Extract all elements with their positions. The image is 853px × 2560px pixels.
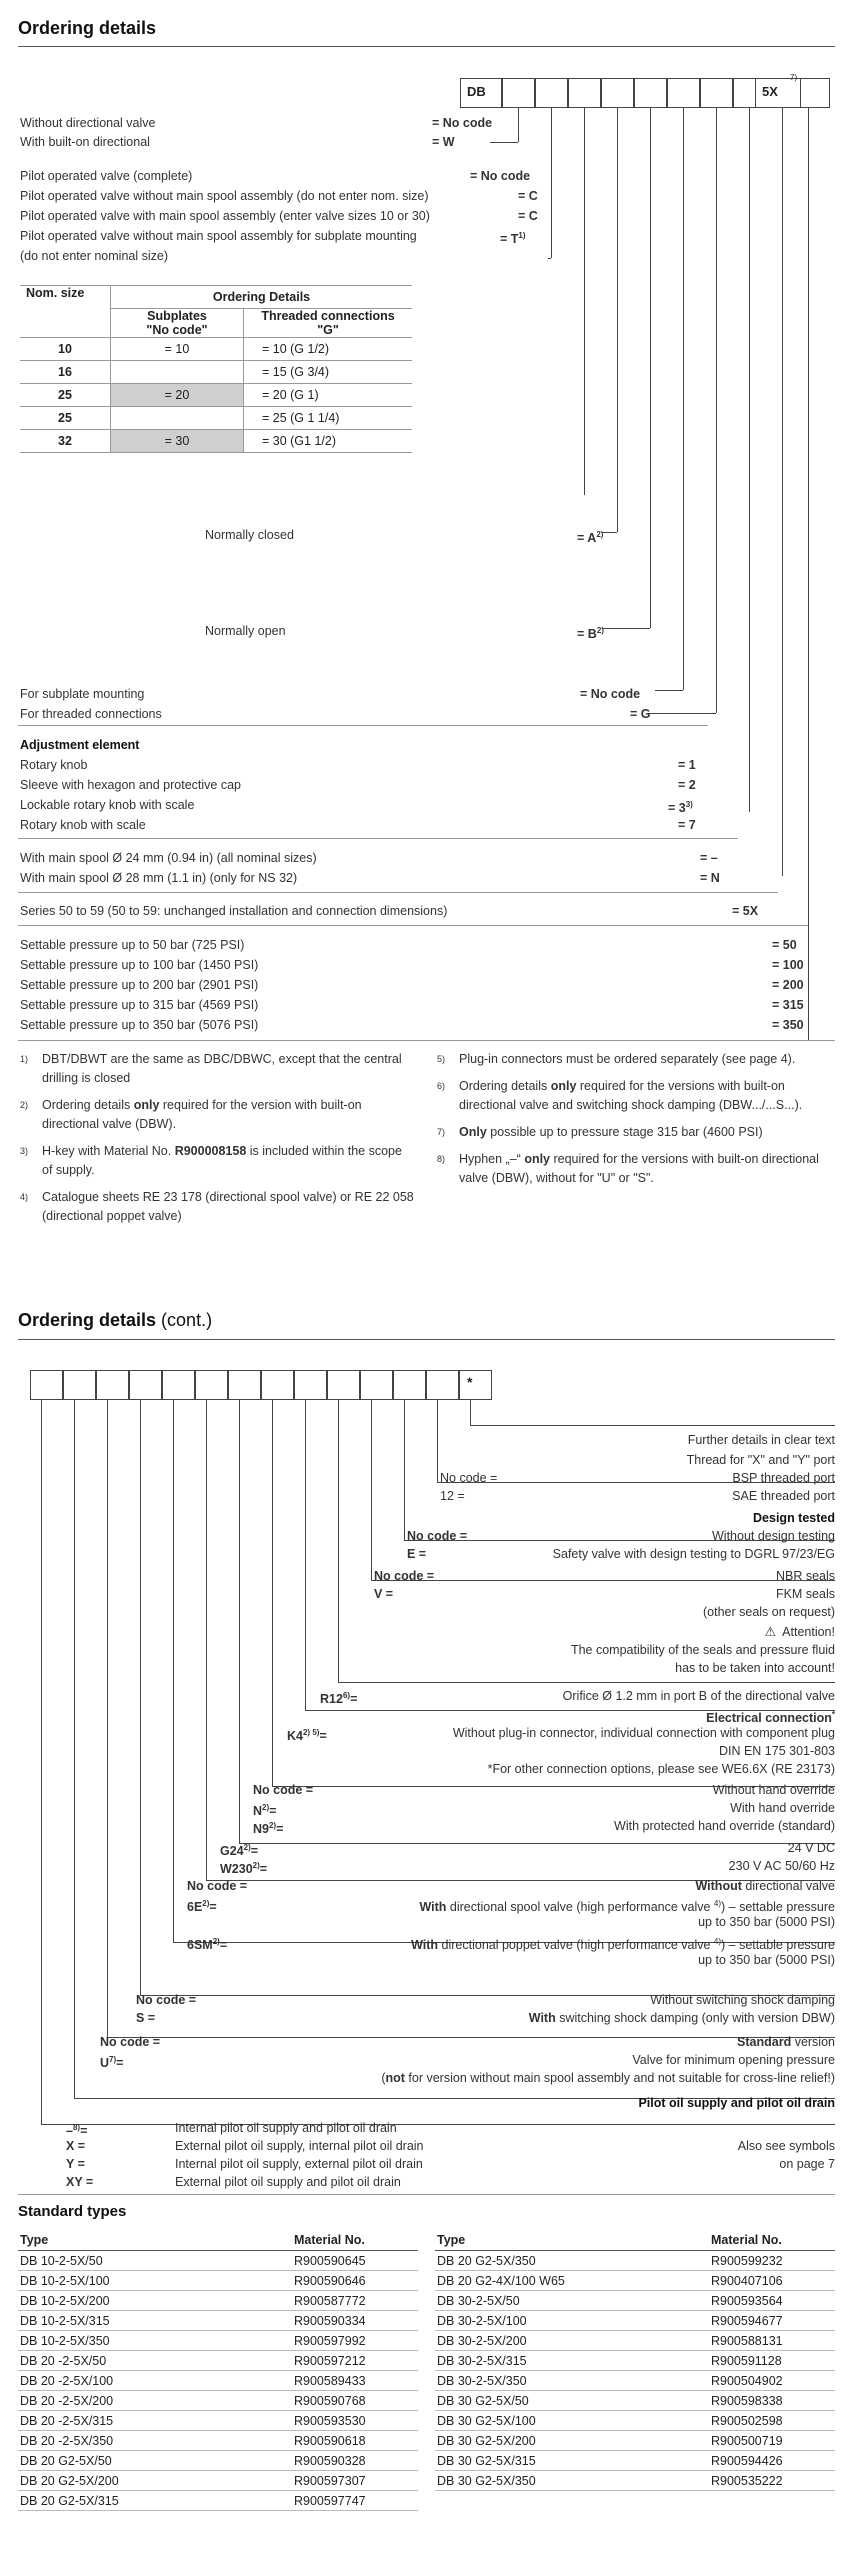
type-cell: DB 30-2-5X/50 — [435, 2291, 709, 2311]
code-12: 12 = — [440, 1489, 465, 1503]
adjustment-label: Sleeve with hexagon and protective cap — [20, 778, 241, 792]
standard-type-row — [18, 2251, 418, 2271]
dir-6sm-label-2: up to 350 bar (5000 PSI) — [698, 1953, 835, 1967]
dir-option-with: With built-on directional — [20, 135, 150, 149]
connector-horizontal — [490, 142, 518, 143]
standard-type-row — [435, 2391, 835, 2411]
nom-size-cell: 16 — [20, 361, 111, 384]
pilot-option-2: Pilot operated valve without main spool assembly (do not enter nom. size) — [20, 189, 429, 203]
connector-vertical — [140, 1400, 141, 1995]
subplate-cell: = 30 — [111, 430, 244, 453]
code-slash-sup: 7) — [790, 73, 798, 82]
code-nocode-std: No code = — [100, 2035, 161, 2049]
standard-types-table-right — [435, 2230, 835, 2491]
standard-type-row — [18, 2491, 418, 2511]
code-box — [426, 1370, 459, 1400]
material-cell: R900594677 — [709, 2311, 835, 2331]
type-cell: DB 30-2-5X/350 — [435, 2371, 709, 2391]
code-box — [360, 1370, 393, 1400]
divider — [18, 838, 738, 839]
code-box — [96, 1370, 129, 1400]
design-tested-title: Design tested — [753, 1511, 835, 1525]
th-ordering-details: Ordering Details — [111, 286, 413, 309]
adjustment-code: = 2 — [678, 778, 696, 792]
type-cell: DB 10-2-5X/350 — [18, 2331, 292, 2351]
th-subplates: Subplates "No code" — [111, 309, 244, 338]
title-rule — [18, 46, 835, 47]
connector-vertical — [74, 1400, 75, 2098]
dir-none-label: Without directional valve — [695, 1879, 835, 1893]
standard-types-table-left — [18, 2230, 418, 2511]
standard-type-row — [18, 2371, 418, 2391]
standard-version-label: Standard version — [737, 2035, 835, 2049]
standard-type-row — [435, 2351, 835, 2371]
type-cell: DB 30-2-5X/315 — [435, 2351, 709, 2371]
pressure-label: Settable pressure up to 50 bar (725 PSI) — [20, 938, 245, 952]
connector-vertical — [683, 108, 684, 690]
nom-size-row — [20, 361, 412, 384]
connector-vertical — [437, 1400, 438, 1482]
standard-type-row — [18, 2411, 418, 2431]
standard-type-row — [435, 2331, 835, 2351]
material-cell: R900590646 — [292, 2271, 418, 2291]
pilot-dash-label: Internal pilot oil supply and pilot oil drain — [175, 2121, 397, 2135]
pilot-option-4-note: (do not enter nominal size) — [20, 249, 168, 263]
type-cell: DB 20 G2-5X/50 — [18, 2451, 292, 2471]
standard-type-row — [435, 2471, 835, 2491]
material-cell: R900599232 — [709, 2251, 835, 2271]
voltage-24-label: 24 V DC — [787, 1841, 835, 1855]
type-cell: DB 10-2-5X/200 — [18, 2291, 292, 2311]
standard-type-row — [18, 2391, 418, 2411]
dir-code-w: = W — [432, 135, 455, 149]
dir-code-nocode: = No code — [432, 116, 493, 130]
divider — [18, 2194, 835, 2195]
nom-size-cell: 25 — [20, 384, 111, 407]
pressure-code: = 50 — [772, 938, 797, 952]
pilot-code-1: = No code — [470, 169, 531, 183]
code-box — [502, 78, 535, 108]
code-pilot-x: X = — [66, 2139, 86, 2153]
connector-horizontal — [648, 713, 716, 714]
type-cell: DB 20 -2-5X/350 — [18, 2431, 292, 2451]
connector-vertical — [107, 1400, 108, 2037]
pressure-label: Settable pressure up to 200 bar (2901 PSI) — [20, 978, 259, 992]
material-cell: R900500719 — [709, 2431, 835, 2451]
nom-size-row — [20, 384, 412, 407]
code-box — [261, 1370, 294, 1400]
design-none-label: Without design testing — [712, 1529, 835, 1543]
material-cell: R900590334 — [292, 2311, 418, 2331]
see-symbols-1: Also see symbols — [737, 2139, 835, 2153]
standard-type-row — [435, 2411, 835, 2431]
divider — [18, 892, 778, 893]
connector-vertical — [551, 108, 552, 258]
hand-none-label: Without hand override — [712, 1783, 835, 1797]
pressure-code: = 350 — [772, 1018, 804, 1032]
code-nocode-dir: No code = — [187, 1879, 248, 1893]
series-code: = 5X — [732, 904, 759, 918]
pilot-option-1: Pilot operated valve (complete) — [20, 169, 193, 183]
connector-vertical — [617, 108, 618, 532]
connector-vertical — [749, 108, 750, 812]
type-cell: DB 20 -2-5X/100 — [18, 2371, 292, 2391]
nbr-seals-label: NBR seals — [775, 1569, 835, 1583]
dir-6e-label: With directional spool valve (high performance valve $^{4)}$) – settable pressure — [419, 1899, 835, 1915]
code-r12: $R12^{6)}=$ — [320, 1691, 358, 1707]
type-cell: DB 20 -2-5X/50 — [18, 2351, 292, 2371]
type-cell: DB 20 G2-5X/315 — [18, 2491, 292, 2511]
connector-vertical — [272, 1400, 273, 1786]
standard-type-row — [18, 2291, 418, 2311]
connector-vertical — [404, 1400, 405, 1540]
pilot-code-2: = C — [518, 189, 538, 203]
material-cell: R900535222 — [709, 2471, 835, 2491]
k4-label-1: Without plug-in connector, individual connection with component plug — [452, 1726, 835, 1740]
adjustment-label: Lockable rotary knob with scale — [20, 798, 195, 812]
adjustment-label: Rotary knob with scale — [20, 818, 146, 832]
pressure-label: Settable pressure up to 315 bar (4569 PSI) — [20, 998, 259, 1012]
spool-28-code: = N — [700, 871, 720, 885]
type-cell: DB 10-2-5X/50 — [18, 2251, 292, 2271]
material-cell: R900587772 — [292, 2291, 418, 2311]
pilot-x-label: External pilot oil supply, internal pilot oil drain — [175, 2139, 424, 2153]
type-cell: DB 10-2-5X/100 — [18, 2271, 292, 2291]
voltage-230-label: 230 V AC 50/60 Hz — [728, 1859, 835, 1873]
attention-row: ⚠ Attention! — [765, 1622, 835, 1642]
material-cell: R900504902 — [709, 2371, 835, 2391]
code-pilot-xy: XY = — [66, 2175, 94, 2189]
type-cell: DB 30 G2-5X/200 — [435, 2431, 709, 2451]
title-rule — [18, 1339, 835, 1340]
th-type: Type — [435, 2230, 709, 2251]
material-cell: R900591128 — [709, 2351, 835, 2371]
code-box-db: DB — [467, 84, 486, 99]
pressure-code: = 200 — [772, 978, 804, 992]
th-material: Material No. — [292, 2230, 418, 2251]
code-nocode-shock: No code = — [136, 1993, 197, 2007]
connector-vertical — [41, 1400, 42, 2124]
shock-s-label: With switching shock damping (only with version DBW) — [528, 2011, 835, 2025]
standard-type-row — [435, 2291, 835, 2311]
threaded-cell: = 25 (G 1 1/4) — [244, 407, 413, 430]
standard-type-row — [18, 2351, 418, 2371]
code-box — [459, 1370, 492, 1400]
section-title-ordering-cont: Ordering details (cont.) — [18, 1310, 213, 1330]
code-box — [634, 78, 667, 108]
code-u: $U^{7)}=$ — [100, 2055, 124, 2071]
standard-type-row — [18, 2311, 418, 2331]
code-box — [601, 78, 634, 108]
code-k4: $K4^{2) 5)}=$ — [287, 1728, 327, 1744]
adjustment-code: = 7 — [678, 818, 696, 832]
threaded-cell: = 30 (G1 1/2) — [244, 430, 413, 453]
threaded-conn-code: = G — [630, 707, 651, 721]
spool-28-label: With main spool Ø 28 mm (1.1 in) (only for NS 32) — [20, 871, 298, 885]
type-cell: DB 30 G2-5X/315 — [435, 2451, 709, 2471]
code-box-5x-label: 5X — [762, 84, 778, 99]
type-cell: DB 30-2-5X/200 — [435, 2331, 709, 2351]
connector-vertical — [371, 1400, 372, 1580]
type-cell: DB 20 G2-5X/200 — [18, 2471, 292, 2491]
standard-type-row — [435, 2311, 835, 2331]
code-n: $N^{2)}=$ — [253, 1803, 277, 1819]
type-cell: DB 20 -2-5X/315 — [18, 2411, 292, 2431]
connector-vertical — [305, 1400, 306, 1710]
series-label: Series 50 to 59 (50 to 59: unchanged installation and connection dimensions) — [20, 904, 448, 918]
nom-size-cell: 25 — [20, 407, 111, 430]
divider — [18, 1040, 835, 1041]
code-n9: $N9^{2)}=$ — [253, 1821, 284, 1837]
connector-horizontal — [602, 628, 650, 629]
normally-open-code: = $B^{2)}$ — [577, 626, 604, 642]
standard-type-row — [435, 2271, 835, 2291]
material-cell: R900407106 — [709, 2271, 835, 2291]
code-v: V = — [374, 1587, 394, 1601]
connector-horizontal — [338, 1682, 835, 1683]
code-w230: $W230^{2)}=$ — [220, 1861, 268, 1877]
orifice-label: Orifice Ø 1.2 mm in port B of the directional valve — [562, 1689, 835, 1703]
connector-horizontal — [239, 1843, 835, 1844]
material-cell: R900588131 — [709, 2331, 835, 2351]
adjustment-code: = $3^{3)}$ — [668, 800, 693, 816]
material-cell: R900597307 — [292, 2471, 418, 2491]
dir-6e-label-2: up to 350 bar (5000 PSI) — [698, 1915, 835, 1929]
see-symbols-2: on page 7 — [779, 2157, 835, 2171]
connector-vertical — [206, 1400, 207, 1880]
subplate-mount-code: = No code — [580, 687, 641, 701]
code-box — [129, 1370, 162, 1400]
footnotes-left: 1) DBT/DBWT are the same as DBC/DBWC, except that the central drilling is closed 2) Ordering details only required for the version with built-on directional valve (DBW). 3) H-key with Material No. R900008158 is included within the scope of supply. 4) Catalogue sheets RE 23 178 (directional spool valve) or RE 22 058 (directional poppet valve) — [20, 1052, 414, 1223]
threaded-conn-label: For threaded connections — [20, 707, 162, 721]
spool-24-code: = – — [700, 851, 718, 865]
code-nocode-seals: No code = — [374, 1569, 435, 1583]
connector-vertical — [782, 108, 783, 876]
hand-n-label: With hand override — [730, 1801, 835, 1815]
pilot-code-4: = $T^{1)}$ — [500, 231, 526, 247]
code-box — [327, 1370, 360, 1400]
code-6sm: $6SM^{2)}=$ — [187, 1937, 228, 1953]
nom-size-cell: 32 — [20, 430, 111, 453]
code-box — [294, 1370, 327, 1400]
u-label-1: Valve for minimum opening pressure — [632, 2053, 835, 2067]
code-box — [568, 78, 601, 108]
code-box — [30, 1370, 63, 1400]
th-type: Type — [18, 2230, 292, 2251]
dir-option-without: Without directional valve — [20, 116, 156, 130]
adjustment-title: Adjustment element — [20, 738, 140, 752]
material-cell: R900597212 — [292, 2351, 418, 2371]
k4-label-3: *For other connection options, please see WE6.6X (RE 23173) — [487, 1762, 835, 1776]
code-box — [63, 1370, 96, 1400]
th-threaded: Threaded connections "G" — [244, 309, 413, 338]
type-cell: DB 20 G2-4X/100 W65 — [435, 2271, 709, 2291]
hand-n9-label: With protected hand override (standard) — [614, 1819, 835, 1833]
material-cell: R900598338 — [709, 2391, 835, 2411]
further-details-label: Further details in clear text — [687, 1433, 835, 1447]
code-box — [700, 78, 733, 108]
compat-note-1: The compatibility of the seals and pressure fluid — [570, 1643, 835, 1657]
standard-type-row — [18, 2431, 418, 2451]
pilot-oil-title: Pilot oil supply and pilot oil drain — [638, 2096, 835, 2110]
divider — [18, 925, 808, 926]
connector-vertical — [584, 108, 585, 495]
standard-type-row — [435, 2451, 835, 2471]
nom-size-row — [20, 407, 412, 430]
adjustment-label: Rotary knob — [20, 758, 88, 772]
nominal-size-table — [20, 285, 412, 453]
connector-horizontal — [41, 2124, 835, 2125]
threaded-cell: = 20 (G 1) — [244, 384, 413, 407]
pilot-option-3: Pilot operated valve with main spool assembly (enter valve sizes 10 or 30) — [20, 209, 430, 223]
other-seals-note: (other seals on request) — [702, 1605, 835, 1619]
type-cell: DB 30 G2-5X/100 — [435, 2411, 709, 2431]
code-nocode-design: No code = — [407, 1529, 468, 1543]
th-material: Material No. — [709, 2230, 835, 2251]
divider — [18, 725, 708, 726]
code-star: * — [467, 1374, 473, 1390]
material-cell: R900590645 — [292, 2251, 418, 2271]
connector-horizontal — [655, 690, 683, 691]
adjustment-code: = 1 — [678, 758, 696, 772]
standard-type-row — [435, 2371, 835, 2391]
bsp-port-label: BSP threaded port — [732, 1471, 835, 1485]
normally-closed-label: Normally closed — [205, 528, 294, 542]
type-cell: DB 30-2-5X/100 — [435, 2311, 709, 2331]
standard-type-row — [435, 2431, 835, 2451]
threaded-cell: = 15 (G 3/4) — [244, 361, 413, 384]
standard-types-title: Standard types — [18, 2203, 127, 2220]
code-pilot-dash: –$^{8)}$= — [66, 2123, 88, 2139]
footnotes-right: 5) Plug-in connectors must be ordered separately (see page 4). 6) Ordering details only required for the versions with built-on directional valve and switching shock damping (DBW.../...S...). 7) Only possible up to pressure stage 315 bar (4600 PSI) 8) Hyphen „–“ only required for the versions with built-on directional valve (DBW), without for "U" or "S". — [437, 1052, 819, 1185]
code-box — [195, 1370, 228, 1400]
standard-type-row — [435, 2251, 835, 2271]
u-label-2: (not for version without main spool assembly and not suitable for cross-line relief!) — [381, 2071, 835, 2085]
standard-type-row — [18, 2451, 418, 2471]
code-nocode-bsp: No code = — [440, 1471, 498, 1485]
subplate-cell: = 10 — [111, 338, 244, 361]
subplate-mount-label: For subplate mounting — [20, 687, 145, 701]
code-box — [393, 1370, 426, 1400]
code-s: S = — [136, 2011, 156, 2025]
standard-type-row — [18, 2471, 418, 2491]
k4-label-2: DIN EN 175 301-803 — [718, 1744, 835, 1758]
standard-type-row — [18, 2331, 418, 2351]
code-6e: $6E^{2)}=$ — [187, 1899, 217, 1915]
code-box-last — [800, 78, 830, 108]
connector-horizontal — [548, 258, 551, 259]
pilot-code-3: = C — [518, 209, 538, 223]
connector-vertical — [470, 1400, 471, 1425]
nom-size-cell: 10 — [20, 338, 111, 361]
type-cell: DB 20 G2-5X/350 — [435, 2251, 709, 2271]
section-title-ordering: Ordering details — [18, 18, 157, 38]
connector-horizontal — [371, 1580, 835, 1581]
material-cell: R900590768 — [292, 2391, 418, 2411]
sae-port-label: SAE threaded port — [732, 1489, 835, 1503]
shock-none-label: Without switching shock damping — [650, 1993, 835, 2007]
fkm-seals-label: FKM seals — [775, 1587, 835, 1601]
material-cell: R900590328 — [292, 2451, 418, 2471]
connector-vertical — [338, 1400, 339, 1682]
code-e: E = — [407, 1547, 427, 1561]
material-cell: R900593530 — [292, 2411, 418, 2431]
pressure-code: = 315 — [772, 998, 804, 1012]
nom-size-row — [20, 338, 412, 361]
connector-vertical — [239, 1400, 240, 1843]
electrical-title: Electrical connection* — [706, 1710, 835, 1726]
dir-6sm-label: With directional poppet valve (high performance valve $^{4)}$) – settable pressure — [411, 1937, 835, 1953]
connector-horizontal — [470, 1425, 835, 1426]
design-e-label: Safety valve with design testing to DGRL 97/23/EG — [552, 1547, 835, 1561]
normally-closed-code: = $A^{2)}$ — [577, 530, 604, 546]
code-box — [667, 78, 700, 108]
warning-icon: ⚠ — [764, 1624, 777, 1639]
connector-vertical — [808, 108, 809, 1040]
material-cell: R900589433 — [292, 2371, 418, 2391]
compat-note-2: has to be taken into account! — [675, 1661, 835, 1675]
connector-vertical — [173, 1400, 174, 1942]
connector-horizontal — [602, 532, 617, 533]
threaded-cell: = 10 (G 1/2) — [244, 338, 413, 361]
code-g24: $G24^{2)}=$ — [220, 1843, 259, 1859]
type-cell: DB 20 -2-5X/200 — [18, 2391, 292, 2411]
th-nom-size: Nom. size — [20, 286, 111, 338]
pressure-label: Settable pressure up to 350 bar (5076 PSI) — [20, 1018, 259, 1032]
connector-vertical — [650, 108, 651, 628]
material-cell: R900593564 — [709, 2291, 835, 2311]
type-cell: DB 30 G2-5X/50 — [435, 2391, 709, 2411]
material-cell: R900597747 — [292, 2491, 418, 2511]
subplate-cell — [111, 361, 244, 384]
material-cell: R900502598 — [709, 2411, 835, 2431]
type-cell: DB 30 G2-5X/350 — [435, 2471, 709, 2491]
standard-type-row — [18, 2271, 418, 2291]
pilot-option-4: Pilot operated valve without main spool assembly for subplate mounting — [20, 229, 417, 243]
spool-24-label: With main spool Ø 24 mm (0.94 in) (all nominal sizes) — [20, 851, 317, 865]
code-nocode-hand: No code = — [253, 1783, 314, 1797]
pilot-y-label: Internal pilot oil supply, external pilot oil drain — [175, 2157, 423, 2171]
code-pilot-y: Y = — [66, 2157, 85, 2171]
connector-horizontal — [107, 2037, 835, 2038]
code-box — [228, 1370, 261, 1400]
nom-size-row — [20, 430, 412, 453]
code-box — [162, 1370, 195, 1400]
pressure-code: = 100 — [772, 958, 804, 972]
normally-open-label: Normally open — [205, 624, 286, 638]
material-cell: R900597992 — [292, 2331, 418, 2351]
subplate-cell: = 20 — [111, 384, 244, 407]
connector-vertical — [716, 108, 717, 713]
type-cell: DB 10-2-5X/315 — [18, 2311, 292, 2331]
code-box — [535, 78, 568, 108]
material-cell: R900594426 — [709, 2451, 835, 2471]
pilot-xy-label: External pilot oil supply and pilot oil drain — [175, 2175, 401, 2189]
material-cell: R900590618 — [292, 2431, 418, 2451]
pressure-label: Settable pressure up to 100 bar (1450 PSI) — [20, 958, 259, 972]
thread-xy-title: Thread for "X" and "Y" port — [686, 1453, 835, 1467]
subplate-cell — [111, 407, 244, 430]
connector-vertical — [518, 108, 519, 142]
